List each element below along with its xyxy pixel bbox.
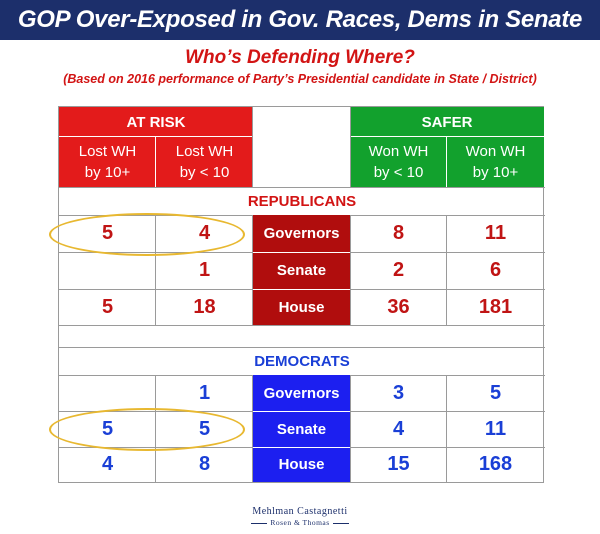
republicans-section-title: REPUBLICANS bbox=[247, 192, 357, 210]
divider bbox=[253, 289, 350, 290]
rep-senate-label: Senate bbox=[253, 252, 350, 289]
logo-line1: Mehlman Castagnetti bbox=[252, 506, 348, 517]
dem-senate-label: Senate bbox=[253, 411, 350, 447]
rep-senate-won-10plus: 6 bbox=[489, 259, 502, 281]
divider bbox=[446, 215, 447, 325]
dem-house-won-10plus: 168 bbox=[478, 453, 513, 475]
divider bbox=[253, 447, 350, 448]
rep-house-lost-lt10: 18 bbox=[193, 295, 216, 318]
dem-house-lost-lt10: 8 bbox=[198, 453, 211, 475]
logo-line2: Rosen & Thomas bbox=[270, 518, 330, 527]
divider bbox=[155, 137, 156, 187]
logo-rule bbox=[251, 523, 267, 524]
defending-table bbox=[58, 106, 544, 483]
divider bbox=[253, 252, 350, 253]
divider bbox=[350, 136, 544, 137]
page-subtitle: Who’s Defending Where? bbox=[185, 47, 415, 68]
header-line: by 10+ bbox=[84, 164, 131, 181]
lost-wh-by-lt10-header bbox=[156, 137, 253, 187]
rep-governors-lost-10plus: 5 bbox=[101, 222, 114, 244]
at-risk-header: AT RISK bbox=[59, 107, 253, 137]
dem-senate-lost-lt10: 5 bbox=[198, 417, 211, 440]
dem-governors-lost-lt10: 1 bbox=[198, 381, 211, 404]
divider bbox=[350, 375, 351, 482]
header-line: Lost WH bbox=[78, 143, 137, 160]
logo-line2-wrap bbox=[0, 518, 600, 527]
logo-rule bbox=[333, 523, 349, 524]
page-subnote: (Based on 2016 performance of Party’s Presidential candidate in State / District) bbox=[63, 72, 537, 86]
democrats-section-title: DEMOCRATS bbox=[254, 352, 350, 370]
header-line: Lost WH bbox=[175, 143, 234, 160]
dem-governors-won-10plus: 5 bbox=[489, 381, 502, 404]
rep-house-won-lt10: 36 bbox=[387, 295, 410, 318]
dem-senate-lost-10plus: 5 bbox=[101, 417, 114, 440]
divider bbox=[252, 107, 253, 187]
rep-senate-won-lt10: 2 bbox=[392, 259, 405, 281]
rep-governors-won-10plus: 11 bbox=[484, 222, 507, 244]
dem-house-won-lt10: 15 bbox=[387, 453, 410, 475]
divider bbox=[350, 107, 351, 187]
divider bbox=[446, 375, 447, 482]
rep-senate-lost-10plus bbox=[59, 252, 156, 289]
rep-house-label: House bbox=[253, 289, 350, 325]
won-wh-by-10plus-header bbox=[447, 137, 544, 187]
divider bbox=[253, 411, 350, 412]
header-line: by 10+ bbox=[472, 164, 519, 181]
safer-header: SAFER bbox=[350, 107, 544, 137]
divider bbox=[446, 137, 447, 187]
dem-senate-won-10plus: 11 bbox=[484, 417, 507, 440]
firm-logo bbox=[0, 506, 600, 527]
dem-house-lost-10plus: 4 bbox=[101, 453, 114, 475]
won-wh-by-lt10-header bbox=[350, 137, 447, 187]
page-banner: GOP Over-Exposed in Gov. Races, Dems in Senate bbox=[0, 0, 600, 40]
rep-governors-lost-lt10: 4 bbox=[198, 222, 211, 244]
header-line: by < 10 bbox=[373, 164, 424, 181]
dem-governors-label: Governors bbox=[253, 375, 350, 411]
divider bbox=[155, 375, 156, 482]
rep-house-lost-10plus: 5 bbox=[101, 295, 114, 318]
header-line: by < 10 bbox=[179, 164, 230, 181]
header-line: Won WH bbox=[368, 143, 429, 160]
header-line: Won WH bbox=[465, 143, 526, 160]
divider bbox=[59, 136, 253, 137]
rep-governors-won-lt10: 8 bbox=[392, 222, 405, 244]
rep-senate-lost-lt10: 1 bbox=[198, 259, 211, 281]
lost-wh-by-10plus-header bbox=[59, 137, 156, 187]
divider bbox=[350, 215, 351, 325]
rep-governors-label: Governors bbox=[253, 215, 350, 252]
dem-governors-lost-10plus bbox=[59, 375, 156, 411]
divider bbox=[252, 215, 253, 325]
dem-governors-won-lt10: 3 bbox=[392, 381, 405, 404]
divider bbox=[155, 215, 156, 325]
dem-house-label: House bbox=[253, 447, 350, 482]
dem-senate-won-lt10: 4 bbox=[392, 417, 405, 440]
divider bbox=[252, 375, 253, 482]
rep-house-won-10plus: 181 bbox=[478, 295, 513, 318]
divider bbox=[59, 325, 545, 326]
